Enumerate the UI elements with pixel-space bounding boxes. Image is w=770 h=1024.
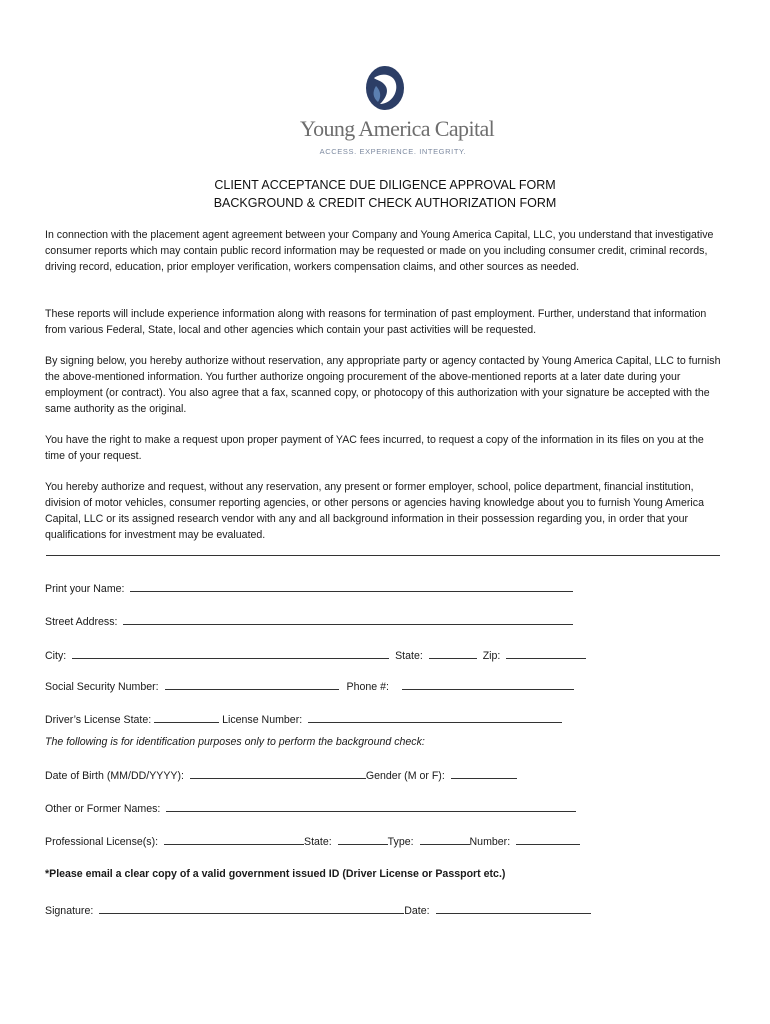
dl-number-label: License Number: [222,714,303,726]
email-id-note: *Please email a clear copy of a valid government issued ID (Driver License or Passport etc.) [45,868,506,880]
dob-label: Date of Birth (MM/DD/YYYY): [45,770,184,782]
paragraph-release: You hereby authorize and request, without any reservation, any present or former employer, school, police department, financial institution, division of motor vehicles, consumer reporting agencies, or other persons or agencies having knowledge about you to furnish Young America Capital, LLC or its assigned research vendor with any and all background information in their possession regarding you, in order that your qualifications for investment may be evaluated. [45,481,704,541]
signature-label: Signature: [45,905,94,917]
name-label: Print your Name: [45,583,125,595]
ssn-input-line[interactable] [165,678,339,690]
city-input-line[interactable] [72,647,389,659]
form-title: CLIENT ACCEPTANCE DUE DILIGENCE APPROVAL FORM [214,178,556,192]
prof-license-input-line[interactable] [164,833,304,845]
field-row-professional-license [45,833,583,849]
section-divider [46,555,720,556]
form-subtitle: BACKGROUND & CREDIT CHECK AUTHORIZATION FORM [213,196,557,210]
prof-license-label: Professional License(s): [45,836,159,848]
dob-input-line[interactable] [190,767,366,779]
phone-label: Phone #: [346,681,389,693]
field-row-name [45,580,576,596]
phone-input-line[interactable] [402,678,574,690]
prof-number-input-line[interactable] [516,833,580,845]
prof-number-label: Number: [469,836,511,848]
gender-input-line[interactable] [451,767,517,779]
logo-emblem-icon [364,64,406,112]
dl-state-input-line[interactable] [154,711,219,723]
ssn-label: Social Security Number: [45,681,159,693]
field-row-other-names [45,800,579,816]
prof-state-label: State: [304,836,332,848]
other-names-label: Other or Former Names: [45,803,161,815]
state-label: State: [395,650,423,662]
signature-input-line[interactable] [99,902,404,914]
logo-wordmark: Young America Capital [300,116,495,141]
paragraph-request-rights: You have the right to make a request upon proper payment of YAC fees incurred, to request a copy of the information in its files on you at the time of your request. [45,434,704,462]
paragraph-authorization: By signing below, you hereby authorize without reservation, any appropriate party or agency contacted by Young America Capital, LLC to furnish the above-mentioned information. You further authorize ongoing procurement of the above-mentioned reports at a later date during your employment (or contract). You also agree that a fax, scanned copy, or photocopy of this authorization with your signature be accepted with the same authority as the original. [45,355,721,415]
company-logo [300,64,495,158]
name-input-line[interactable] [130,580,573,592]
gender-label: Gender (M or F): [365,770,445,782]
prof-state-input-line[interactable] [338,833,388,845]
paragraph-experience-info: These reports will include experience information along with reasons for termination of past employment. Further, understand that information from various Federal, State, local and other agencies which contain your past activities will be requested. [45,308,707,336]
date-label: Date: [404,905,430,917]
date-input-line[interactable] [436,902,591,914]
prof-type-label: Type: [387,836,414,848]
state-input-line[interactable] [429,647,477,659]
dl-state-label: Driver’s License State: [45,714,152,726]
zip-label: Zip: [482,650,501,662]
city-label: City: [45,650,67,662]
prof-type-input-line[interactable] [420,833,470,845]
field-row-street [45,613,576,629]
field-row-ssn [45,678,577,694]
zip-input-line[interactable] [506,647,586,659]
field-row-drivers-license [45,711,565,727]
field-row-city [45,647,589,663]
field-row-dob [45,767,520,783]
other-names-input-line[interactable] [166,800,576,812]
identification-note: The following is for identification purposes only to perform the background check: [45,736,425,748]
street-input-line[interactable] [123,613,573,625]
logo-tagline: ACCESS. EXPERIENCE. INTEGRITY. [319,147,467,156]
street-label: Street Address: [45,616,118,628]
dl-number-input-line[interactable] [308,711,562,723]
field-row-signature [45,902,594,918]
paragraph-placement-agreement: In connection with the placement agent agreement between your Company and Young America Capital, LLC, you understand that investigative consumer reports which may contain public record information may be requested or made on you including consumer credit, criminal records, driving record, education, prior employer verification, workers compensation claims, and other sources as needed. [45,229,714,273]
